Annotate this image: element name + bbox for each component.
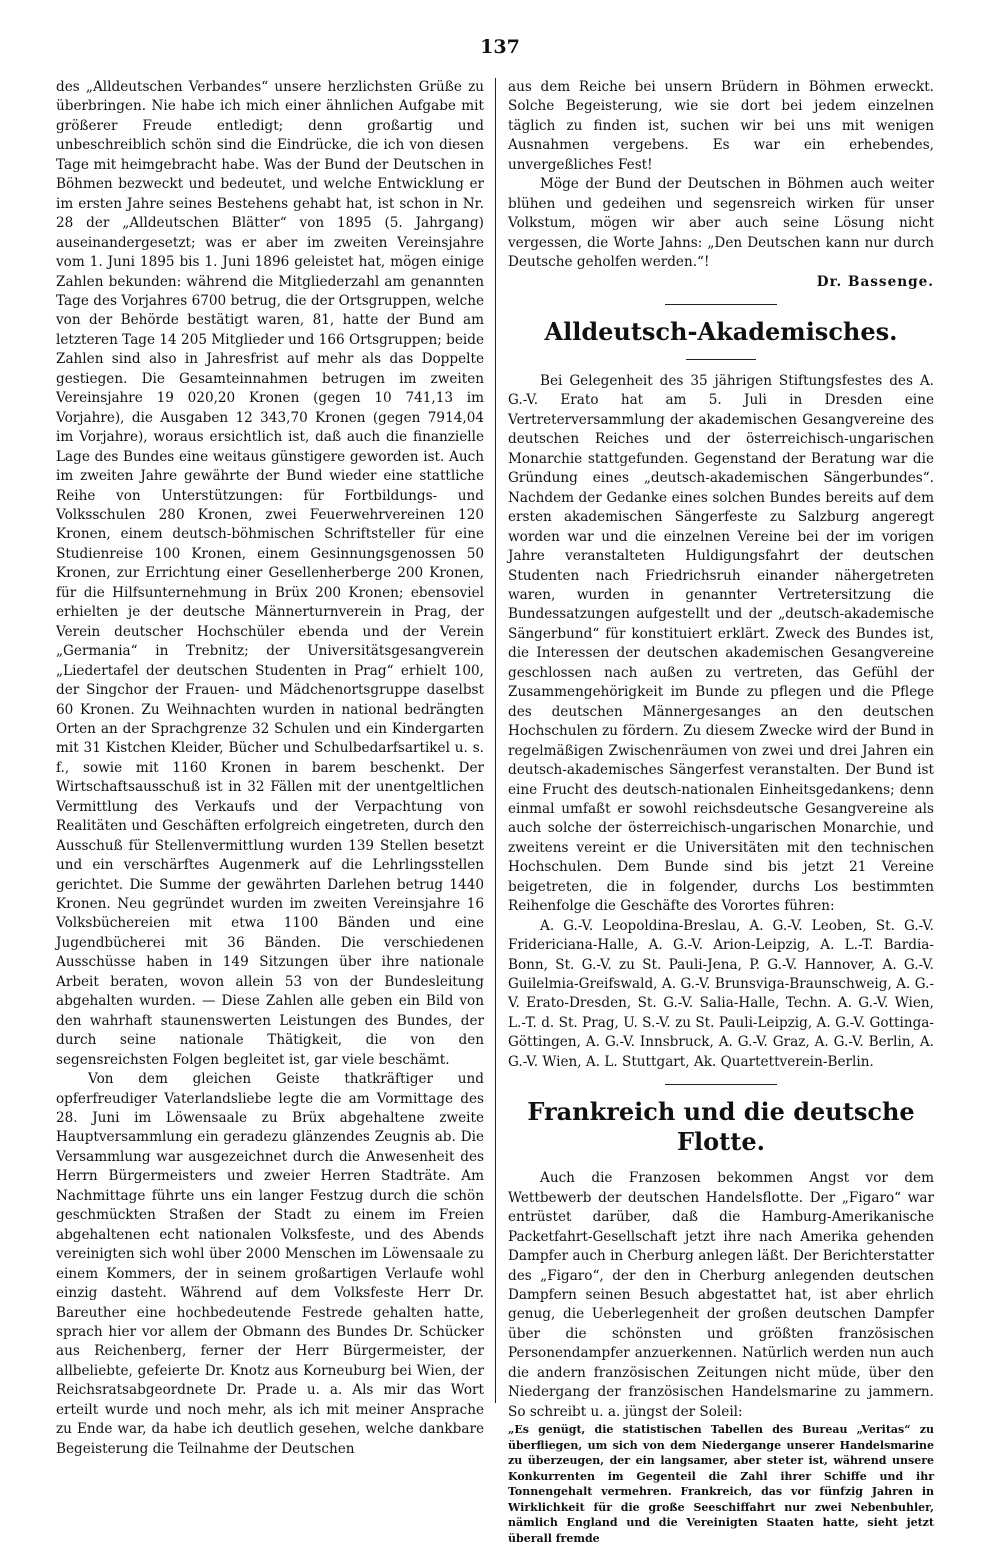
body-paragraph: Möge der Bund der Deutschen in Böhmen auch weiter blühen und gedeihen und segensreich wirken für unser Volkstum, mögen wir aber auch seine Lösung nicht vergessen, die Worte Jahns: „Den Deutschen kann nur durch Deutsche geholfen werden.“! <box>508 176 934 271</box>
section-divider <box>665 304 777 305</box>
author-signature: Dr. Bassenge. <box>816 273 934 290</box>
body-paragraph: aus dem Reiche bei unsern Brüdern in Böhmen erweckt. Solche Begeisterung, wie sie dort bei jedem einzelnen täglich zu finden ist, suchen wir bei uns mit wenigen Ausnahmen vergebens. Es war ein erhebendes, unvergeßliches Fest! <box>508 79 934 173</box>
block-quote: „Es genügt, die statistischen Tabellen des Bureau „Veritas“ zu überfliegen, um sich von dem Niedergange unserer Handelsmarine zu überzeugen, der ein langsamer, aber steter ist, während unsere Konkurrenten im Gegenteil die Zahl ihrer Schiffe und ihr Tonnengehalt vermehren. Frankreich, das vor fünfzig Jahren in Wirklichkeit für die große Seeschiffahrt nur zwei Nebenbuhler, nämlich England und die Vereinigten Staaten hatte, sieht jetzt überall fremde <box>508 1423 934 1545</box>
body-paragraph: Auch die Franzosen bekommen Angst vor dem Wettbewerb der deutschen Handelsflotte. Der „Figaro“ war entrüstet darüber, daß die Hamburg-Amerikanische Packetfahrt-Gesellschaft jetzt ihre nach Amerika gehenden Dampfer auch in Cherburg anlegen läßt. Der Berichterstatter des „Figaro“, der den in Cherburg anlegenden deutschen Dampfern seinen Besuch abgestattet hat, ist aber ehrlich genug, die Ueberlegenheit der großen deutschen Dampfer über die schönsten und größten französischen Personendampfer anzuerkennen. Natürlich werden nun auch die andern französischen Zeitungen nicht müde, über den Niedergang der französischen Handelsmarine zu jammern. So schreibt u. a. jüngst der Soleil: <box>508 1170 934 1420</box>
section-divider <box>686 359 756 360</box>
section-heading: Frankreich und die deutsche Flotte. <box>527 1097 915 1157</box>
signature-line <box>508 273 934 292</box>
body-paragraph: Von dem gleichen Geiste thatkräftiger und opferfreudiger Vaterlandsliebe legte die am Vormittage des 28. Juni im Löwensaale zu Brüx abgehaltene zweite Hauptversammlung ein geradezu glänzendes Zeugnis ab. Die Versammlung war ausgezeichnet durch die Anwesenheit des Herrn Bürgermeisters und zweier Herren Stadträte. Am Nachmittage führte uns ein langer Festzug durch die schön geschmückten Straßen der Stadt zu einem im Freien abgehaltenen echt nationalen Volksfeste, und des Abends vereinigten sich wohl über 2000 Menschen im Löwensaale zu einem Kommers, der in seinem großartigen Verlaufe wohl einzig dasteht. Während auf dem Volksfeste Herr Dr. Bareuther eine hochbedeutende Festrede gehalten hatte, sprach hier vor allem der Obmann des Bundes Dr. Schücker aus Reichenberg, ferner der Herr Bürgermeister, der allbeliebte, gefeierte Dr. Knotz aus Korneuburg bei Wien, der Reichsratsabgeordnete Dr. Prade u. a. Als mir das Wort erteilt wurde und noch mehr, als ich mit meiner Ansprache zu Ende war, da habe ich deutlich gesehen, welche dankbare Begeisterung die Teilnahme der Deutschen <box>56 1071 484 1457</box>
body-paragraph: A. G.-V. Leopoldina-Breslau, A. G.-V. Leoben, St. G.-V. Fridericiana-Halle, A. G.-V. Arion-Leipzig, A. L.-T. Bardia-Bonn, St. G.-V. zu St. Pauli-Jena, P. G.-V. Hannover, A. G.-V. Guilelmia-Greifswald, A. G.-V. Brunsviga-Braunschweig, A. G.-V. Erato-Dresden, St. G.-V. Salia-Halle, Techn. A. G.-V. Wien, L.-T. d. St. Prag, U. S.-V. zu St. Pauli-Leipzig, A. G.-V. Gottinga-Göttingen, A. G.-V. Innsbruck, A. G.-V. Graz, A. G.-V. Berlin, A. G.-V. Wien, A. L. Stuttgart, Ak. Quartettverein-Berlin. <box>508 917 934 1070</box>
section-heading: Alldeutsch-Akademisches. <box>544 316 898 346</box>
body-paragraph: Bei Gelegenheit des 35 jährigen Stiftungsfestes des A. G.-V. Erato hat am 5. Juli in Dresden eine Vertreterversammlung der akademischen Gesangvereine des deutschen Reiches und der österreichisch-ungarischen Monarchie stattgefunden. Gegenstand der Beratung war die Gründung eines „deutsch-akademischen Sängerbundes“. Nachdem der Gedanke eines solchen Bundes bereits auf dem ersten akademischen Sängerfeste zu Salzburg angeregt worden war und die einzelnen Vereine bei der im vorigen Jahre veranstalteten Huldigungsfahrt der deutschen Studenten nach Friedrichsruh einander nähergetreten waren, wurden in genannter Vertretersitzung die Bundessatzungen aufgestellt und der „deutsch-akademische Sängerbund“ für konstituiert erklärt. Zweck des Bundes ist, die Interessen der deutschen akademischen Gesangvereine geschlossen nach außen zu vertreten, das Gefühl der Zusammengehörigkeit im Bunde zu pflegen und die Pflege des deutschen Männergesanges an den deutschen Hochschulen zu fördern. Zu diesem Zwecke wird der Bund in regelmäßigen Zwischenräumen von zwei und drei Jahren ein deutsch-akademisches Sängerfest veranstalten. Der Bund ist eine Frucht des deutsch-nationalen Einheitsgedankens; denn einmal umfaßt er sowohl reichsdeutsche Gesangvereine als auch solche der österreichisch-ungarischen Monarchie, und zweitens vereint er die Universitäten mit den technischen Hochschulen. Dem Bunde sind bis jetzt 21 Vereine beigetreten, die in folgender, durchs Los bestimmten Reihenfolge die Geschäfte des Vorortes führen: <box>508 372 934 915</box>
body-paragraph: des „Alldeutschen Verbandes“ unsere herzlichsten Grüße zu überbringen. Nie habe ich mich einer ähnlichen Aufgabe mit größerer Freude entledigt; denn großartig und unbeschreiblich schön sind die Eindrücke, die ich von diesen Tage mit heimgebracht habe. Was der Bund der Deutschen in Böhmen bezweckt und bedeutet, und welche Entwicklung er im ersten Jahre seines Bestehens gehabt hat, ist schon in Nr. 28 der „Alldeutschen Blätter“ von 1895 (5. Jahrgang) auseinandergesetzt; was er aber im zweiten Vereinsjahre vom 1. Juni 1895 bis 1. Juni 1896 geleistet hat, mögen einige Zahlen bekunden: während die Mitgliederzahl am genannten Tage des Vorjahres 6700 betrug, die der Ortsgruppen, welche von der Behörde bestätigt waren, 81, hatte der Bund am letzteren Tage 14 205 Mitglieder und 166 Ortsgruppen; beide Zahlen sind also in Jahresfrist auf mehr als das Doppelte gestiegen. Die Gesamteinnahmen betrugen im zweiten Vereinsjahre 19 020,20 Kronen (gegen 10 741,13 im Vorjahre), die Ausgaben 12 343,70 Kronen (gegen 7914,04 im Vorjahre), woraus ersichtlich ist, daß auch die finanzielle Lage des Bundes eine weitaus günstigere geworden ist. Auch im zweiten Jahre gewährte der Bund wieder eine stattliche Reihe von Unterstützungen: für Fortbildungs- und Volksschulen 280 Kronen, zwei Feuerwehrvereinen 120 Kronen, einem deutsch-böhmischen Schriftsteller für eine Studienreise 100 Kronen, einem Gesinnungsgenossen 50 Kronen, zur Errichtung einer Gesellenherberge 200 Kronen, für die Hilfsunternehmung in Brüx 200 Kronen; ebensoviel erhielten je der deutsche Männerturnverein in Prag, der Verein deutscher Hochschüler ebenda und der Verein „Germania“ in Trebnitz; der Universitätsgesangverein „Liedertafel der deutschen Studenten in Prag“ erhielt 100, der Singchor der Frauen- und Mädchenortsgruppe daselbst 60 Kronen. Zu Weihnachten wurden in national bedrängten Orten an der Sprachgrenze 32 Schulen und ein Kindergarten mit 31 Kistchen Kleider, Bücher und Schulbedarfsartikel u. s. f., sowie mit 1160 Kronen in barem beschenkt. Der Wirtschaftsausschuß ist in 32 Fällen mit der unentgeltlichen Vermittlung des Verkaufs und der Verpachtung von Realitäten und Geschäften erfolgreich eingetreten, durch den Ausschuß für Stellenvermittlung wurden 139 Stellen besetzt und ein verschärftes Augenmerk auf die Lehrlingsstellen gerichtet. Die Summe der gewährten Darlehen betrug 1440 Kronen. Neu gegründet wurden im zweiten Vereinsjahre 16 Volksbüchereien mit etwa 1100 Bänden und eine Jugendbücherei mit 36 Bänden. Die verschiedenen Ausschüsse haben in 149 Sitzungen über ihre nationale Arbeit beraten, wovon allein 53 von der Bundesleitung abgehalten wurden. — Diese Zahlen alle geben ein Bild von den wahrhaft staunenswerten Leistungen des Bundes, der durch seine nationale Thätigkeit, die von den segensreichsten Folgen begleitet ist, gar viele beschämt. <box>56 79 484 1068</box>
page-number: 137 <box>480 36 520 58</box>
right-column <box>508 78 934 1546</box>
section-divider <box>665 1084 777 1085</box>
column-divider <box>495 78 496 1403</box>
left-column <box>56 78 484 1459</box>
